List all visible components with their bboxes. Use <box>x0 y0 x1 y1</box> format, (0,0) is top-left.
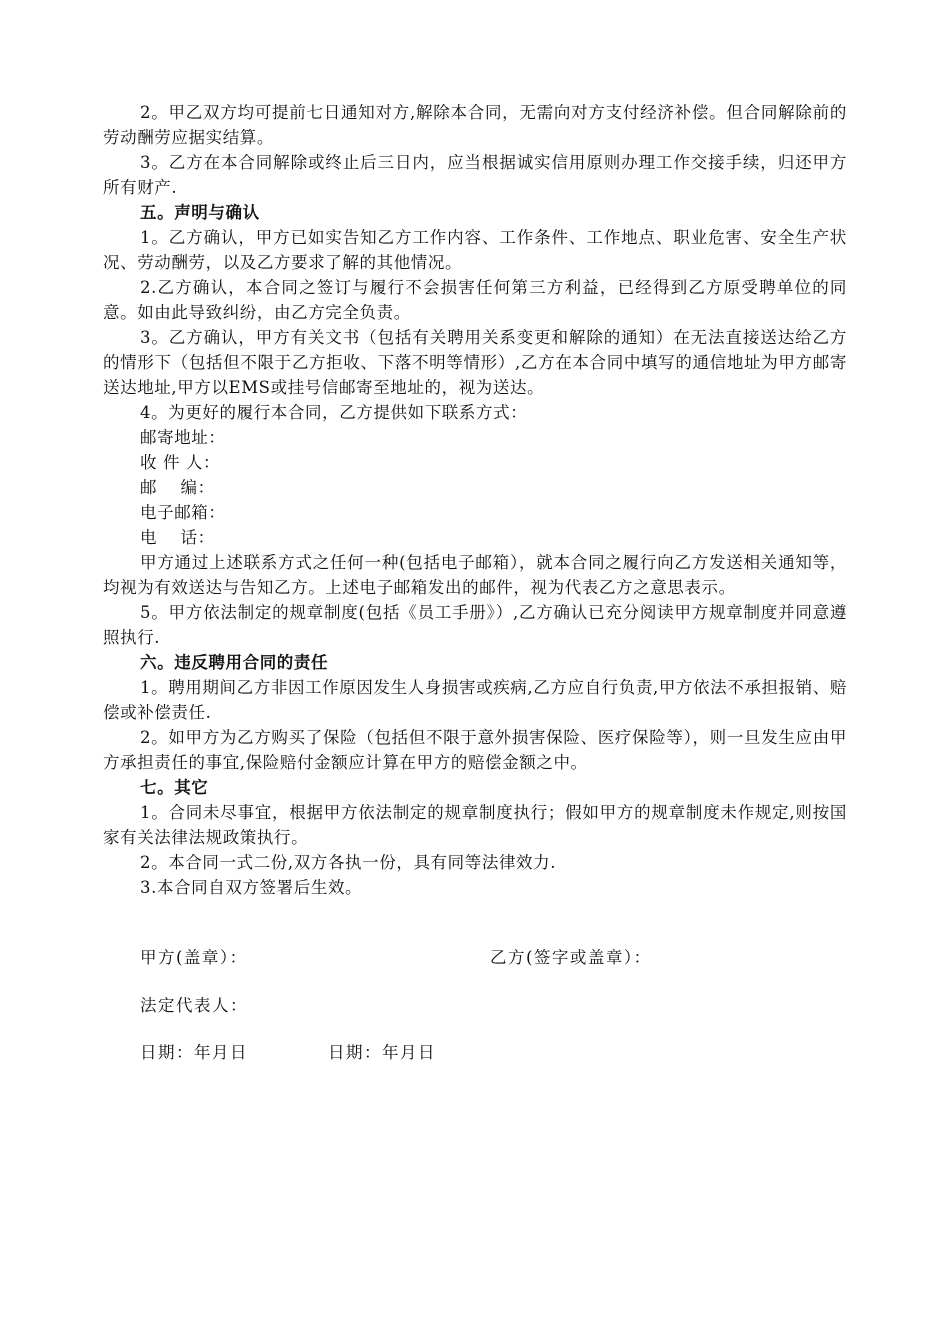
section4-clause-3: 3。乙方在本合同解除或终止后三日内，应当根据诚实信用原则办理工作交接手续，归还甲方所有财产. <box>103 153 847 197</box>
section5-heading: 五。声明与确认 <box>140 203 260 222</box>
section7-clause-3: 3.本合同自双方签署后生效。 <box>140 878 363 897</box>
section7-clause-2: 2。本合同一式二份,双方各执一份，具有同等法律效力. <box>140 853 557 872</box>
section5-clause-4: 4。为更好的履行本合同，乙方提供如下联系方式： <box>140 403 528 422</box>
legal-representative-label: 法定代表人： <box>140 996 248 1015</box>
section7-heading: 七。其它 <box>140 778 209 797</box>
contact-phone: 电 话： <box>140 528 215 547</box>
section6-clause-1: 1。聘用期间乙方非因工作原因发生人身损害或疾病,乙方应自行负责,甲方依法不承担报销、赔偿或补偿责任. <box>103 678 847 722</box>
contact-recipient: 收 件 人： <box>140 453 221 472</box>
contact-postcode: 邮 编： <box>140 478 215 497</box>
contract-body <box>103 100 847 900</box>
section7-clause-1: 1。合同未尽事宜，根据甲方依法制定的规章制度执行；假如甲方的规章制度未作规定,则按国家有关法律法规政策执行。 <box>103 803 847 847</box>
section6-clause-2: 2。如甲方为乙方购买了保险（包括但不限于意外损害保险、医疗保险等），则一旦发生应由甲方承担责任的事宜,保险赔付金额应计算在甲方的赔偿金额之中。 <box>103 728 847 772</box>
section5-clause-5: 5。甲方依法制定的规章制度(包括《员工手册》）,乙方确认已充分阅读甲方规章制度并同意遵照执行. <box>103 603 847 647</box>
section5-clause-2: 2.乙方确认，本合同之签订与履行不会损害任何第三方利益，已经得到乙方原受聘单位的同意。如由此导致纠纷，由乙方完全负责。 <box>103 278 847 322</box>
party-b-date-label: 日期：年月日 <box>328 1043 436 1062</box>
section5-clause-3: 3。乙方确认，甲方有关文书（包括有关聘用关系变更和解除的通知）在无法直接送达给乙方的情形下（包括但不限于乙方拒收、下落不明等情形）,乙方在本合同中填写的通信地址为甲方邮寄送达地址,甲方以EMS或挂号信邮寄至地址的，视为送达。 <box>103 328 847 397</box>
party-b-signature-label: 乙方(签字或盖章）： <box>490 948 652 967</box>
contact-mailing-address: 邮寄地址： <box>140 428 226 447</box>
contact-email: 电子邮箱： <box>140 503 226 522</box>
party-a-seal-label: 甲方(盖章）： <box>140 948 248 967</box>
section4-clause-2: 2。甲乙双方均可提前七日通知对方,解除本合同，无需向对方支付经济补偿。但合同解除前的劳动酬劳应据实结算。 <box>103 103 847 147</box>
section6-heading: 六。违反聘用合同的责任 <box>140 653 329 672</box>
section5-clause-1: 1。乙方确认，甲方已如实告知乙方工作内容、工作条件、工作地点、职业危害、安全生产状况、劳动酬劳，以及乙方要求了解的其他情况。 <box>103 228 847 272</box>
party-a-date-label: 日期：年月日 <box>140 1043 248 1062</box>
section5-clause-4-notice: 甲方通过上述联系方式之任何一种(包括电子邮箱），就本合同之履行向乙方发送相关通知等，均视为有效送达与告知乙方。上述电子邮箱发出的邮件，视为代表乙方之意思表示。 <box>103 553 847 597</box>
